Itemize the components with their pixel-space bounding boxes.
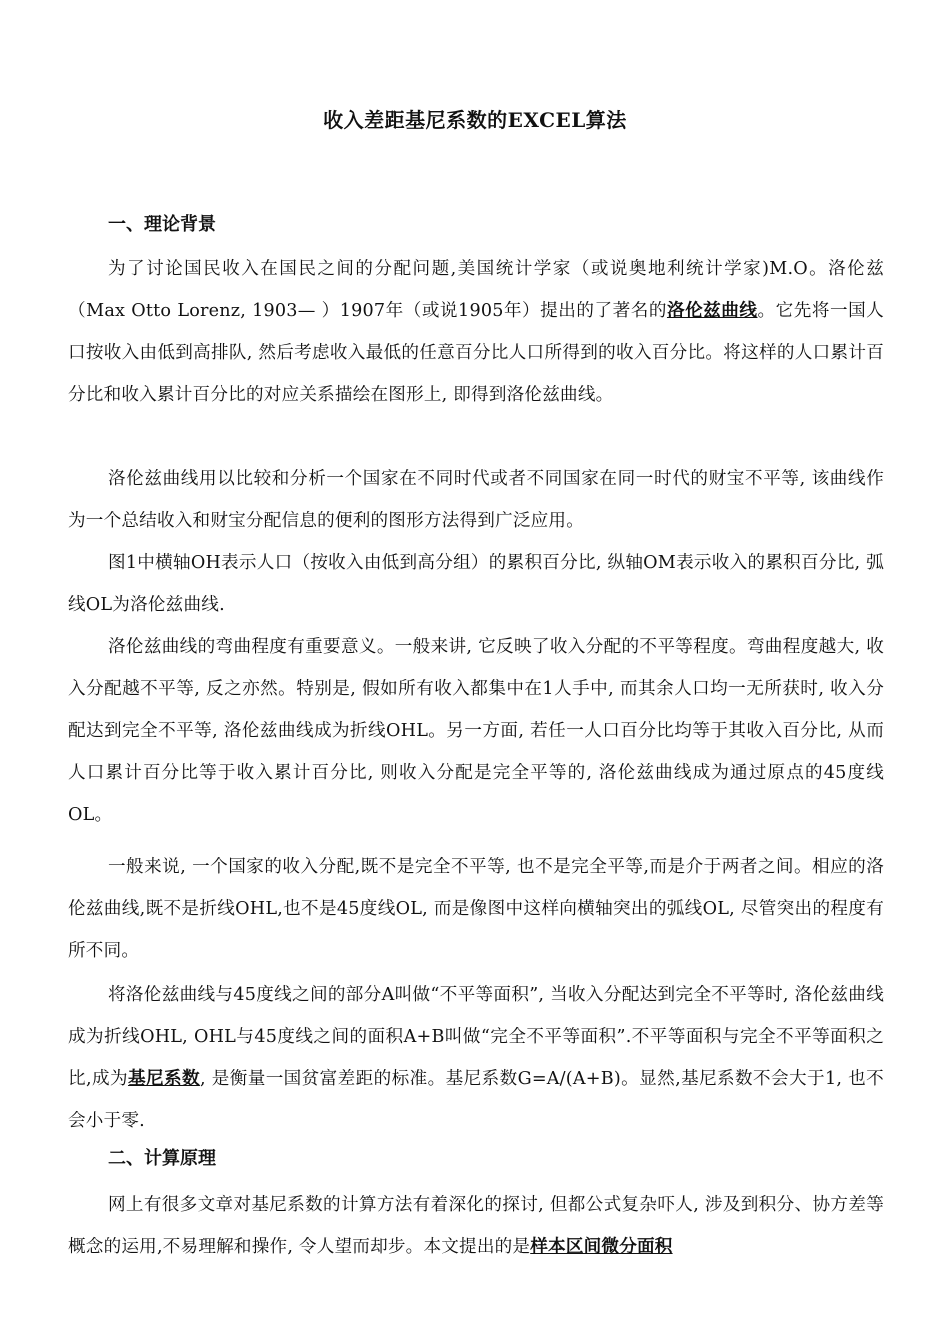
- paragraph-text: , 是衡量一国贫富差距的标准。基尼系数G=A/(A+B)。显然,基尼系数不会大于1, 也不会小于零.: [68, 1069, 884, 1131]
- paragraph-text: 将洛伦兹曲线与45度线之间的部分A叫做“不平等面积”, 当收入分配达到完全不平等时, 洛伦兹曲线成为折线OHL, OHL与45度线之间的面积A+B叫做“完全不平等面积”.不平等面积与完全不平等面积之比,成为: [68, 985, 884, 1089]
- term-gini-coefficient: 基尼系数: [127, 1068, 200, 1089]
- section-heading-principle: 二、计算原理: [108, 1148, 216, 1169]
- paragraph-calculation-method: [68, 1184, 884, 1268]
- paragraph-curvature: 洛伦兹曲线的弯曲程度有重要意义。一般来讲, 它反映了收入分配的不平等程度。弯曲程度越大, 收入分配越不平等, 反之亦然。特别是, 假如所有收入都集中在1人手中, 而其余人口均一无所获时, 收入分配达到完全不平等, 洛伦兹曲线成为折线OHL。另一方面, 若任一人口百分比均等于其收入百分比, 从而人口累计百分比等于收入累计百分比, 则收入分配是完全平等的, 洛伦兹曲线成为通过原点的45度线OL。: [68, 637, 884, 825]
- paragraph-text: 为了讨论国民收入在国民之间的分配问题,美国统计学家（或说奥地利统计学家)M.O。洛伦兹（Max Otto Lorenz, 1903— ）1907年（或说1905年）提出的了著名的: [68, 259, 884, 321]
- paragraph-gini-definition: [68, 974, 884, 1142]
- paragraph-general-case: 一般来说, 一个国家的收入分配,既不是完全不平等, 也不是完全平等,而是介于两者之间。相应的洛伦兹曲线,既不是折线OHL,也不是45度线OL, 而是像图中这样向横轴突出的弧线OL, 尽管突出的程度有所不同。: [68, 857, 884, 961]
- paragraph-text: 网上有很多文章对基尼系数的计算方法有着深化的探讨, 但都公式复杂吓人, 涉及到积分、协方差等概念的运用,不易理解和操作, 令人望而却步。本文提出的是: [68, 1195, 884, 1257]
- paragraph-figure-1: 图1中横轴OH表示人口（按收入由低到高分组）的累积百分比, 纵轴OM表示收入的累积百分比, 弧线OL为洛伦兹曲线.: [68, 553, 884, 615]
- section-heading-theory: 一、理论背景: [108, 214, 216, 235]
- paragraph-lorenz-intro: [68, 248, 884, 416]
- document-title: 收入差距基尼系数的EXCEL算法: [323, 108, 627, 132]
- term-lorenz-curve: 洛伦兹曲线: [666, 300, 758, 321]
- term-sample-interval-area: 样本区间微分面积: [530, 1236, 673, 1257]
- paragraph-text: 。它先将一国人口按收入由低到高排队, 然后考虑收入最低的任意百分比人口所得到的收入百分比。将这样的人口累计百分比和收入累计百分比的对应关系描绘在图形上, 即得到洛伦兹曲线。: [68, 301, 884, 405]
- paragraph-lorenz-usage: 洛伦兹曲线用以比较和分析一个国家在不同时代或者不同国家在同一时代的财宝不平等, 该曲线作为一个总结收入和财宝分配信息的便利的图形方法得到广泛应用。: [68, 469, 884, 531]
